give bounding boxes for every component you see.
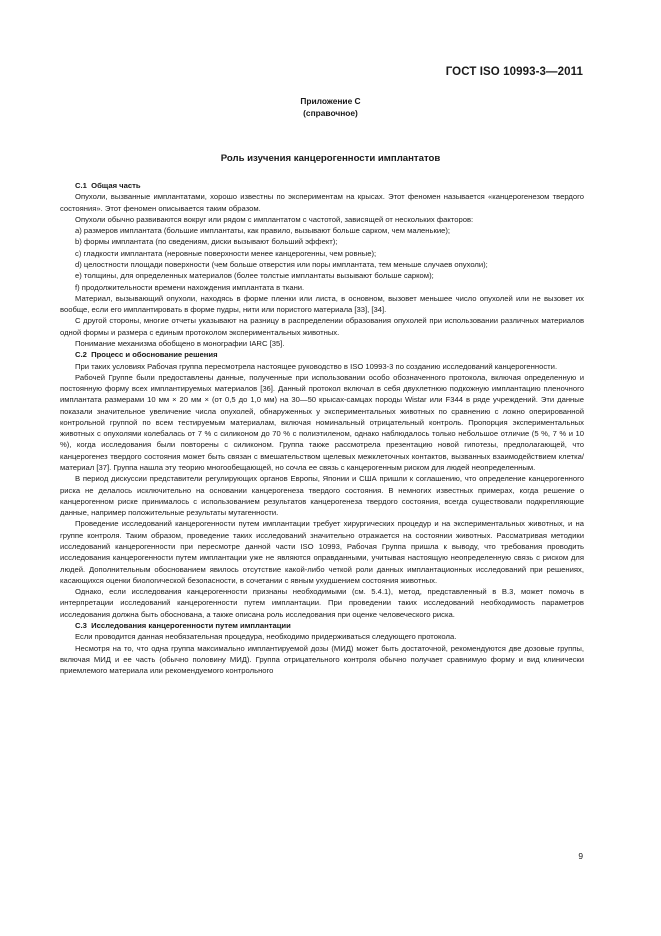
document-title: Роль изучения канцерогенности имплантатов bbox=[220, 153, 441, 164]
annex-kind: (справочное) bbox=[303, 108, 358, 118]
document-body bbox=[60, 180, 584, 676]
paragraph: Материал, вызывающий опухоли, находясь в форме пленки или листа, в основном, вызовет меньшее число опухолей или не вызовет их вообще, если его имплантировать в форме пудры, нити или пористого материала [33], [34]. bbox=[60, 293, 584, 315]
section-title: Процесс и обоснование решения bbox=[91, 350, 218, 360]
section-number: С.2 bbox=[75, 350, 87, 360]
paragraph: При таких условиях Рабочая группа пересмотрела настоящее руководство в ISO 10993-3 по созданию исследований канцерогенности. bbox=[75, 361, 558, 371]
list-item: е) толщины, для определенных материалов (более толстые имплантаты вызывают больше сарком); bbox=[75, 271, 434, 281]
paragraph: Проведение исследований канцерогенности путем имплантации требует хирургических процедур и на экспериментальных животных, и на группе контроля. Таким образом, проведение таких исследований значительно отражается на состоянии животных. Рассматривая методики исследований канцерогенности при пересмотре данной части ISO 10993, Рабочая Группа пришла к выводу, что требования проводить исследования канцерогенности путем имплантации уже не являются оправданными, учитывая настоящую неопределенную связь с риском для людей. Дополнительным обоснованием явилось отсутствие какой-либо четкой роли данных имплантационных исследований при решениях, касающихся оценки биологической безопасности, в сочетании с явным ухудшением состояния животных. bbox=[60, 519, 584, 585]
paragraph: Понимание механизма обобщено в монографии IARC [35]. bbox=[75, 338, 285, 348]
standard-code: ГОСТ ISO 10993-3—2011 bbox=[445, 66, 583, 78]
list-item: с) гладкости имплантата (неровные поверхности менее канцерогенны, чем ровные); bbox=[75, 248, 377, 258]
paragraph: Опухоли, вызванные имплантатами, хорошо известны по экспериментам на крысах. Этот феномен называется «канцерогенезом твердого состояния». Этот феномен описывается таким образом. bbox=[60, 192, 584, 213]
section-number: С.3 bbox=[75, 620, 87, 630]
paragraph: Если проводится данная необязательная процедура, необходимо придерживаться следующего протокола. bbox=[75, 632, 457, 642]
section-heading bbox=[60, 349, 584, 360]
page-number: 9 bbox=[578, 851, 583, 861]
annex-title: Приложение С bbox=[300, 96, 361, 106]
list-item: d) целостности площади поверхности (чем больше отверстия или поры имплантата, тем меньше случаев опухоли); bbox=[75, 259, 488, 269]
list-item: b) формы имплантата (по сведениям, диски вызывают больший эффект); bbox=[75, 237, 338, 247]
list-item: f) продолжительности времени нахождения имплантата в ткани. bbox=[75, 282, 305, 292]
section-title: Общая часть bbox=[91, 181, 141, 190]
paragraph: Рабочей Группе были предоставлены данные, полученные при использовании особо обозначенного протокола, включая определенную и постоянную форму всех имплантируемых материалов [36]. Данный протокол включал в себя двухлетнюю подкожную имплантацию пленочного имплантата размерами 10 мм × 20 мм × (от 0,5 до 1,0 мм) на 30—50 крысах-самцах породы Wistar или F344 в ряде учреждений. Эти данные показали значительное увеличение числа опухолей, обнаруженных у экспериментальных животных по сравнению с ложно оперированной контрольной группой по всем тестируемым материалам, включая номинальный отрицательный контроль. Пропорция экспериментальных животных с опухолями колебалась от 7 % с силиконом до 70 % с полиэтиленом, однако наблюдалось только небольшое отличие (5 %, 7 % и 10 %), когда исследования были повторены с силиконом. Группа также рассмотрела презентацию новой гипотезы, предполагающей, что канцерогенез твердого состояния может быть связан с вмешательством щелевых межклеточных контактов, вызванных взаимодействием клетка/материал [37]. Группа нашла эту теорию многообещающей, но сочла ее связь с канцерогенным риском для людей неопределенным. bbox=[60, 372, 584, 473]
paragraph: Опухоли обычно развиваются вокруг или рядом с имплантатом с частотой, зависящей от нескольких факторов: bbox=[75, 214, 474, 224]
paragraph: В период дискуссии представители регулирующих органов Европы, Японии и США пришли к соглашению, что определение канцерогенного риска не делалось исключительно на основании канцерогенеза твердого состояния. В немногих известных примерах, когда решение о канцерогенном риске принималось с использованием результатов канцерогенеза твердого состояния, всегда существовали подкрепляющие данные, например положительные результаты мутагенности. bbox=[60, 474, 584, 518]
list-item: а) размеров имплантата (большие имплантаты, как правило, вызывают больше сарком, чем маленькие); bbox=[75, 226, 451, 236]
section-title: Исследования канцерогенности путем имплантации bbox=[91, 620, 291, 630]
paragraph: Несмотря на то, что одна группа максимально имплантируемой дозы (МИД) может быть достаточной, рекомендуются две дозовые группы, включая МИД и ее часть (обычно половину МИД). Группа отрицательного контроля обычно получает сравнимую форму и вид клинически приемлемого материала или рекомендуемого контрольного bbox=[60, 643, 584, 676]
paragraph: Однако, если исследования канцерогенности признаны необходимыми (см. 5.4.1), метод, представленный в В.3, может помочь в интерпретации исследований канцерогенности путем имплантации. При проведении таких исследований необходимость параметров исследования должна быть обоснована, а также описана роль исследования при оценке человеческого риска. bbox=[60, 587, 584, 619]
section-number: С.1 bbox=[75, 181, 87, 190]
section-heading bbox=[60, 620, 584, 631]
paragraph: С другой стороны, многие отчеты указывают на разницу в распределении образования опухолей при использовании различных материалов одной формы и размера с единым протоколом экспериментальных животных. bbox=[60, 316, 584, 337]
section-heading bbox=[60, 180, 584, 191]
